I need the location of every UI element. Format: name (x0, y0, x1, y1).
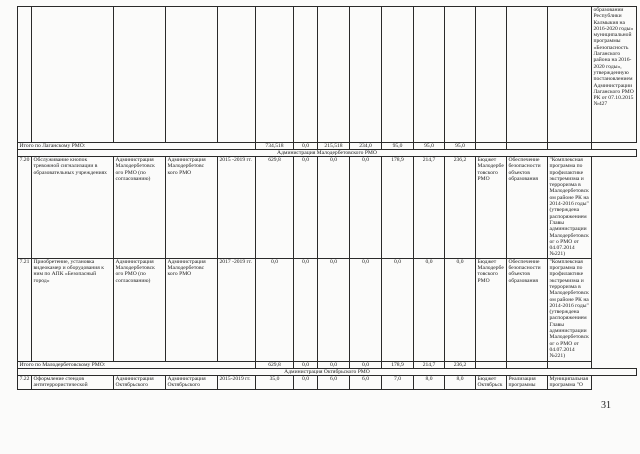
value-cell: 629,8 (256, 361, 294, 368)
responsible-cell: Администрация Малодербетовск ого РМО (по согласованию) (114, 258, 166, 361)
section-header-row (18, 150, 637, 157)
period-cell: 2015-2019 гг. (218, 375, 256, 389)
value-cell: 236,2 (445, 361, 476, 368)
total-label: Итого по Лаганскому РМО: (18, 143, 256, 150)
value-cell: 234,0 (350, 143, 382, 150)
total-row-malod (18, 361, 637, 368)
value-cell: 0,0 (318, 157, 350, 259)
program-cell: образовании Республики Калмыкия на 2016-2020 годы» муниципальной программы «Безопасность Лаганского района на 2016-2020 годы», утвержденную постановлением Администрации Лаганского РМО РК от 07.10.2015 №427 (592, 7, 637, 143)
value-cell: 0,0 (294, 361, 318, 368)
section-title: Администрация Малодербетовского РМО (18, 150, 637, 157)
value-cell: 0,0 (382, 258, 414, 361)
row-number: 7.22 (18, 375, 32, 389)
value-cell: 0,0 (294, 157, 318, 259)
value-cell: 0,0 (350, 361, 382, 368)
source-cell: Бюджет Малодербе товского РМО (476, 258, 507, 361)
program-table (17, 6, 637, 390)
value-cell: 0,0 (256, 258, 294, 361)
responsible-cell: Администрация Малодербетовск ого РМО (по согласованию) (114, 157, 166, 259)
result-cell: Реализация программы (507, 375, 548, 389)
executor-cell: Администрация Малодербетовс кого РМО (166, 157, 218, 259)
value-cell: 215,518 (318, 143, 350, 150)
period-cell: 2017 -2019 гг. (218, 258, 256, 361)
section-header-row (18, 368, 637, 375)
value-cell: 734,518 (256, 143, 294, 150)
responsible-cell: Администрация Октябрьского (114, 375, 166, 389)
value-cell: 95,0 (382, 143, 414, 150)
row-number: 7.20 (18, 157, 32, 259)
value-cell: 6,0 (318, 375, 350, 389)
value-cell: 8,0 (445, 375, 476, 389)
executor-cell: Администрация Малодербетовс кого РМО (166, 258, 218, 361)
value-cell: 95,0 (445, 143, 476, 150)
source-cell: Бюджет Октябрьск (476, 375, 507, 389)
page-number: 31 (601, 400, 611, 411)
activity-name: Оформление стендов антитеррористической (32, 375, 114, 389)
period-cell: 2015 -2019 гг. (218, 157, 256, 259)
program-cell: Муниципальная программа "О (548, 375, 592, 389)
value-cell: 95,0 (414, 143, 445, 150)
total-label: Итого по Малодербетовскому РМО: (18, 361, 256, 368)
value-cell: 8,0 (414, 375, 445, 389)
table-row (18, 258, 637, 361)
value-cell: 7,0 (382, 375, 414, 389)
value-cell: 0,0 (318, 258, 350, 361)
table-row (18, 375, 637, 389)
value-cell: 6,0 (350, 375, 382, 389)
source-cell: Бюджет Малодербе товского РМО (476, 157, 507, 259)
value-cell: 0,0 (445, 258, 476, 361)
value-cell: 0,0 (294, 375, 318, 389)
value-cell: 35,0 (256, 375, 294, 389)
program-cell: "Комплексная программа по профилактике экстремизма и терроризма в Малодербетовском районе РК на 2014-2016 годы" (утверждена распоряжением Главы администрации Малодербетовског о РМО от 04.07.2014 №221) (548, 157, 592, 259)
value-cell: 214,7 (414, 157, 445, 259)
value-cell: 178,9 (382, 361, 414, 368)
program-cell: "Комплексная программа по профилактике экстремизма и терроризма в Малодербетовском районе РК на 2014-2016 годы" (утверждена распоряжением Главы администрации Малодербетовског о РМО от 04.07.2014 №221) (548, 258, 592, 361)
table-row (18, 157, 637, 259)
table-row (18, 7, 637, 143)
value-cell: 214,7 (414, 361, 445, 368)
value-cell: 0,0 (318, 361, 350, 368)
row-number: 7.21 (18, 258, 32, 361)
value-cell: 178,9 (382, 157, 414, 259)
value-cell: 629,8 (256, 157, 294, 259)
activity-name: Приобретение, установка видеокамер и оборудования к ним по АПК «Безопасный город» (32, 258, 114, 361)
result-cell: Обеспечение безопасности объектов образования (507, 258, 548, 361)
value-cell: 0,0 (294, 258, 318, 361)
executor-cell: Администрация Октябрьского (166, 375, 218, 389)
section-title: Администрация Октябрьского РМО (18, 368, 637, 375)
value-cell: 0,0 (294, 143, 318, 150)
activity-name: Обслуживание кнопок тревожной сигнализации в образовательных учреждениях (32, 157, 114, 259)
value-cell: 0,0 (414, 258, 445, 361)
value-cell: 0,0 (350, 258, 382, 361)
result-cell: Обеспечение безопасности объектов образования (507, 157, 548, 259)
value-cell: 0,0 (350, 157, 382, 259)
value-cell: 236,2 (445, 157, 476, 259)
total-row-lagan (18, 143, 637, 150)
